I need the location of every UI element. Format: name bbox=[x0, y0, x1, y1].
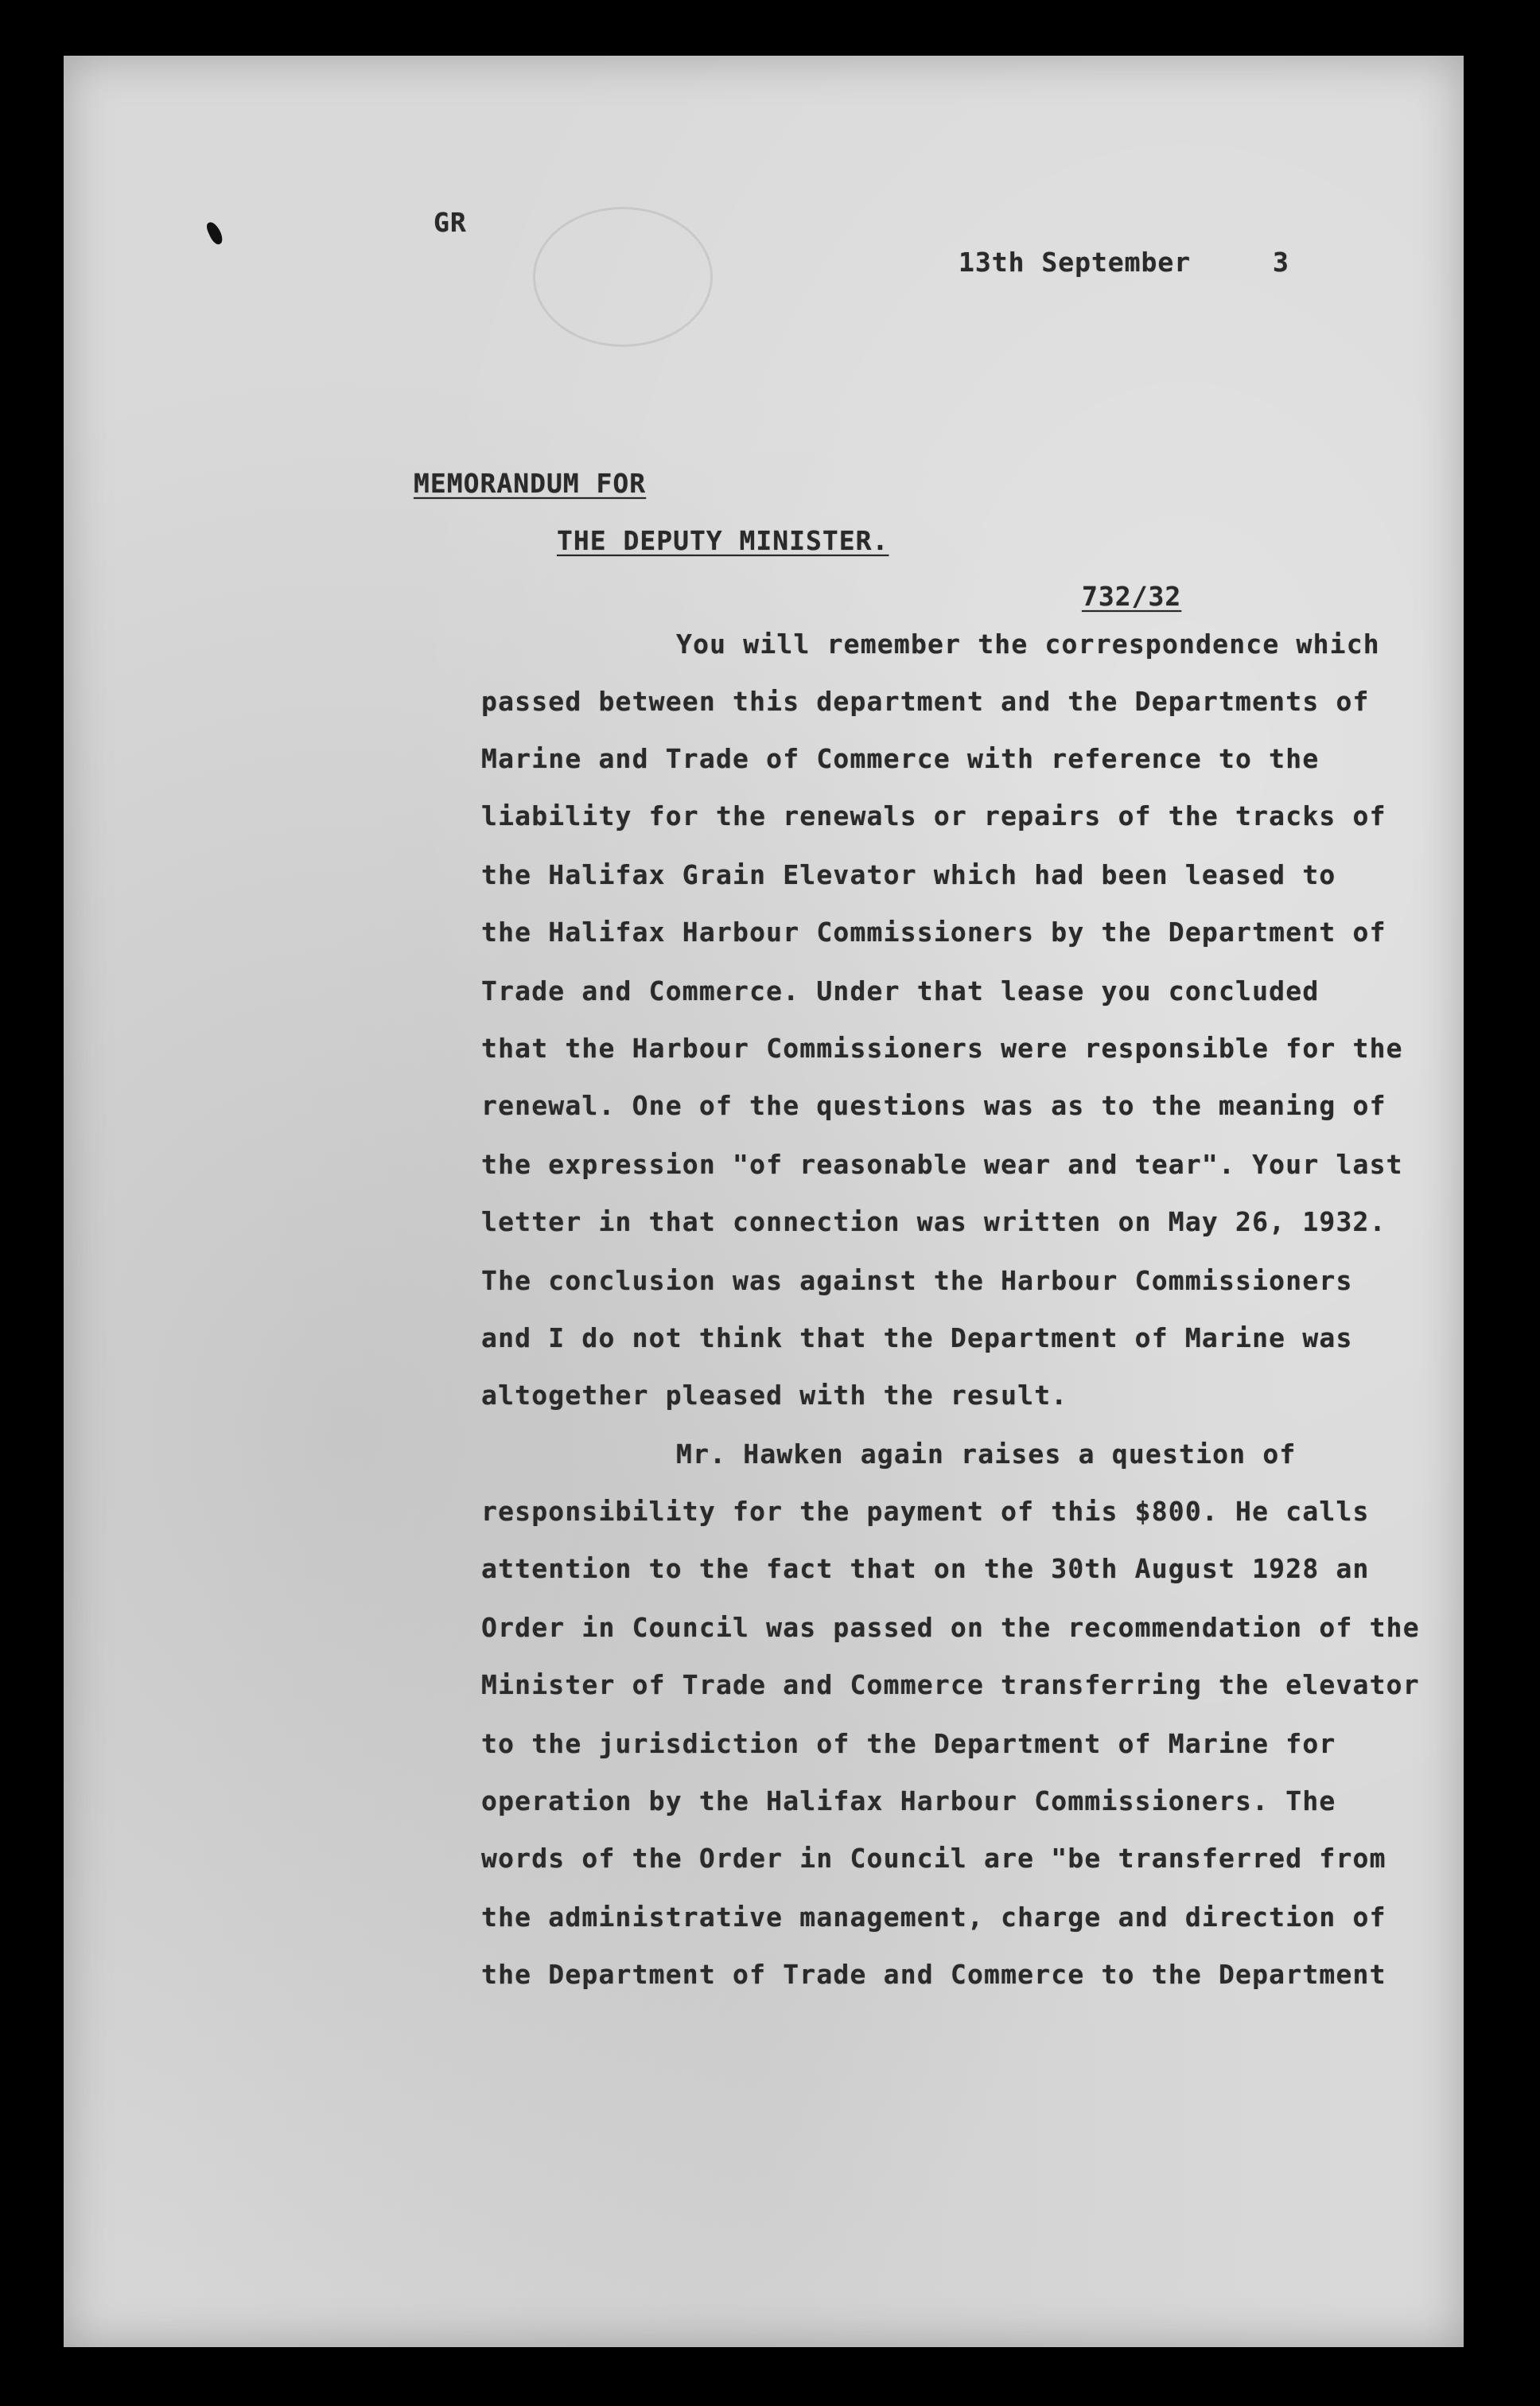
memo-line: letter in that connection was written on May 26, 1932. bbox=[481, 1206, 1386, 1237]
date-suffix: 3 bbox=[1273, 247, 1289, 278]
memo-line: The conclusion was against the Harbour Commissioners bbox=[481, 1265, 1353, 1296]
memo-line: the administrative management, charge and direction of bbox=[481, 1902, 1386, 1933]
memo-line: passed between this department and the Departments of bbox=[481, 686, 1370, 717]
memo-line: the Department of Trade and Commerce to the Department bbox=[481, 1959, 1386, 1990]
memo-line: renewal. One of the questions was as to the meaning of bbox=[481, 1090, 1386, 1121]
faded-stamp bbox=[533, 207, 713, 347]
memo-line: attention to the fact that on the 30th August 1928 an bbox=[481, 1553, 1370, 1584]
memo-line: Order in Council was passed on the recommendation of the bbox=[481, 1612, 1420, 1643]
memo-line: Marine and Trade of Commerce with reference to the bbox=[481, 743, 1320, 774]
memo-line: the expression "of reasonable wear and tear". Your last bbox=[481, 1149, 1403, 1180]
heading-line-1: MEMORANDUM FOR bbox=[414, 468, 647, 499]
memo-line: You will remember the correspondence which bbox=[676, 629, 1380, 660]
memo-line: and I do not think that the Department of Marine was bbox=[481, 1322, 1353, 1353]
memo-line: that the Harbour Commissioners were responsible for the bbox=[481, 1033, 1403, 1064]
memo-line: liability for the renewals or repairs of the tracks of bbox=[481, 800, 1386, 831]
memo-line: Minister of Trade and Commerce transferring the elevator bbox=[481, 1669, 1420, 1700]
document-page bbox=[64, 56, 1464, 2347]
memo-line: the Halifax Harbour Commissioners by the Department of bbox=[481, 917, 1386, 948]
memo-line: altogether pleased with the result. bbox=[481, 1380, 1068, 1411]
file-number: 732/32 bbox=[1082, 581, 1182, 612]
memo-line: the Halifax Grain Elevator which had been leased to bbox=[481, 859, 1336, 890]
ink-mark bbox=[204, 220, 224, 246]
memo-line: operation by the Halifax Harbour Commissioners. The bbox=[481, 1785, 1336, 1816]
memo-line: responsibility for the payment of this $800. He calls bbox=[481, 1496, 1370, 1527]
memo-line: Trade and Commerce. Under that lease you concluded bbox=[481, 975, 1320, 1006]
memo-line: to the jurisdiction of the Department of Marine for bbox=[481, 1728, 1336, 1759]
memo-line: words of the Order in Council are "be transferred from bbox=[481, 1843, 1386, 1874]
initials: GR bbox=[434, 207, 467, 238]
heading-line-2: THE DEPUTY MINISTER. bbox=[557, 525, 889, 556]
date: 13th September bbox=[959, 247, 1192, 278]
memo-line: Mr. Hawken again raises a question of bbox=[676, 1439, 1297, 1470]
